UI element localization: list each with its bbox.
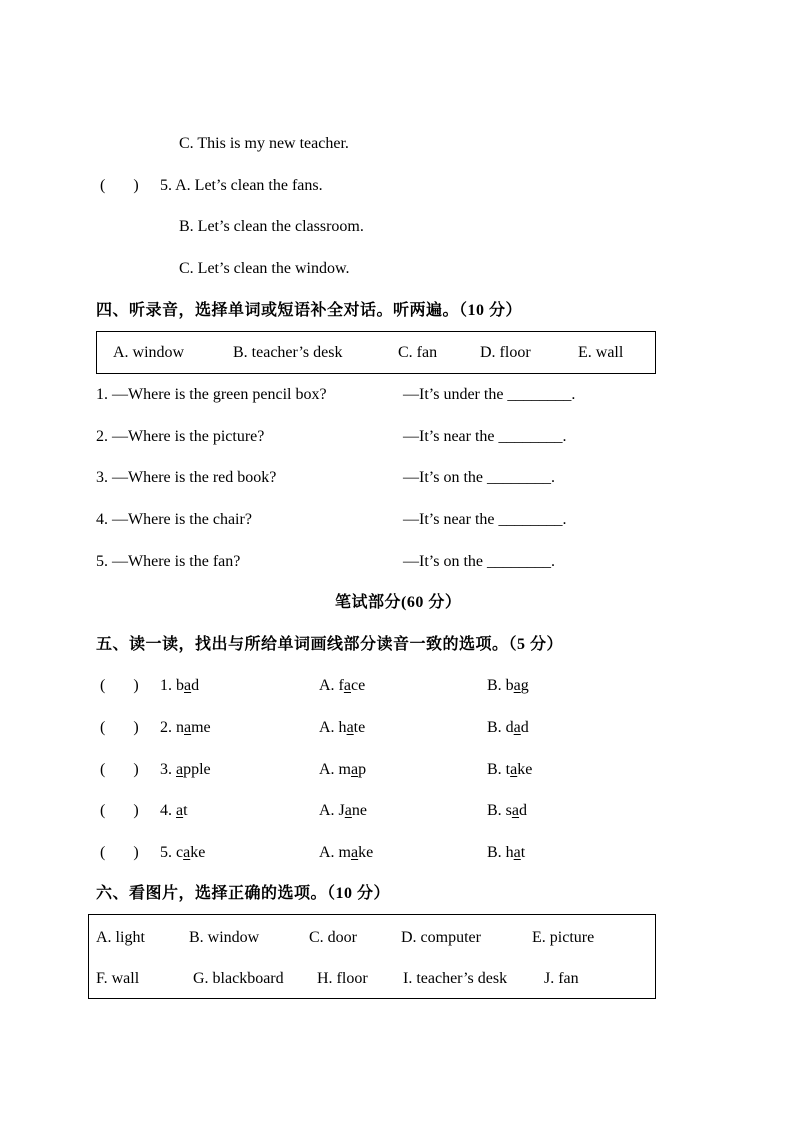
given-word: 1. bad [160,677,200,694]
word-option: E. picture [532,929,595,946]
answer-paren[interactable]: ( ) [100,177,139,194]
dialog-question: 2. —Where is the picture? [96,428,265,445]
option-b: B. sad [487,802,528,819]
option-b: B. bag [487,677,529,694]
option-a: A. map [319,761,367,778]
given-word: 2. name [160,719,211,736]
word-option: I. teacher’s desk [403,970,508,987]
given-word: 5. cake [160,844,206,861]
dialog-question: 1. —Where is the green pencil box? [96,386,327,403]
answer-paren[interactable]: ( ) [100,844,139,861]
dialog-answer-blank[interactable]: —It’s near the ________. [403,511,567,528]
answer-paren[interactable]: ( ) [100,761,139,778]
answer-paren[interactable]: ( ) [100,802,139,819]
option-a: A. face [319,677,366,694]
section-6-title: 六、看图片，选择正确的选项。（10 分） [96,885,391,902]
option-a: A. make [319,844,374,861]
word-bank-box [96,331,656,374]
option-a: A. Jane [319,802,367,819]
dialog-question: 3. —Where is the red book? [96,469,277,486]
word-option: G. blackboard [193,970,284,987]
option-a: A. hate [319,719,366,736]
picture-word-box [88,914,656,999]
word-option: B. window [189,929,260,946]
word-option: B. teacher’s desk [233,344,343,361]
q5-option-c: C. Let’s clean the window. [179,260,350,277]
written-part-title: 笔试部分(60 分） [335,594,462,611]
option-b: B. dad [487,719,529,736]
answer-paren[interactable]: ( ) [100,677,139,694]
given-word: 3. apple [160,761,211,778]
word-option: D. floor [480,344,531,361]
word-option: C. door [309,929,357,946]
word-option: E. wall [578,344,624,361]
q4-option-c: C. This is my new teacher. [179,135,349,152]
q5-option-a: 5. A. Let’s clean the fans. [160,177,323,194]
word-option: F. wall [96,970,140,987]
word-option: C. fan [398,344,438,361]
q5-option-b: B. Let’s clean the classroom. [179,218,364,235]
section-4-title: 四、听录音，选择单词或短语补全对话。听两遍。（10 分） [96,302,523,319]
given-word: 4. at [160,802,188,819]
word-option: D. computer [401,929,481,946]
section-5-title: 五、读一读，找出与所给单词画线部分读音一致的选项。（5 分） [96,636,564,653]
dialog-question: 4. —Where is the chair? [96,511,252,528]
dialog-question: 5. —Where is the fan? [96,553,241,570]
option-b: B. take [487,761,533,778]
dialog-answer-blank[interactable]: —It’s near the ________. [403,428,567,445]
dialog-answer-blank[interactable]: —It’s on the ________. [403,553,555,570]
answer-paren[interactable]: ( ) [100,719,139,736]
word-option: A. light [96,929,145,946]
word-option: J. fan [544,970,579,987]
word-option: A. window [113,344,185,361]
word-option: H. floor [317,970,368,987]
dialog-answer-blank[interactable]: —It’s under the ________. [403,386,576,403]
option-b: B. hat [487,844,526,861]
dialog-answer-blank[interactable]: —It’s on the ________. [403,469,555,486]
